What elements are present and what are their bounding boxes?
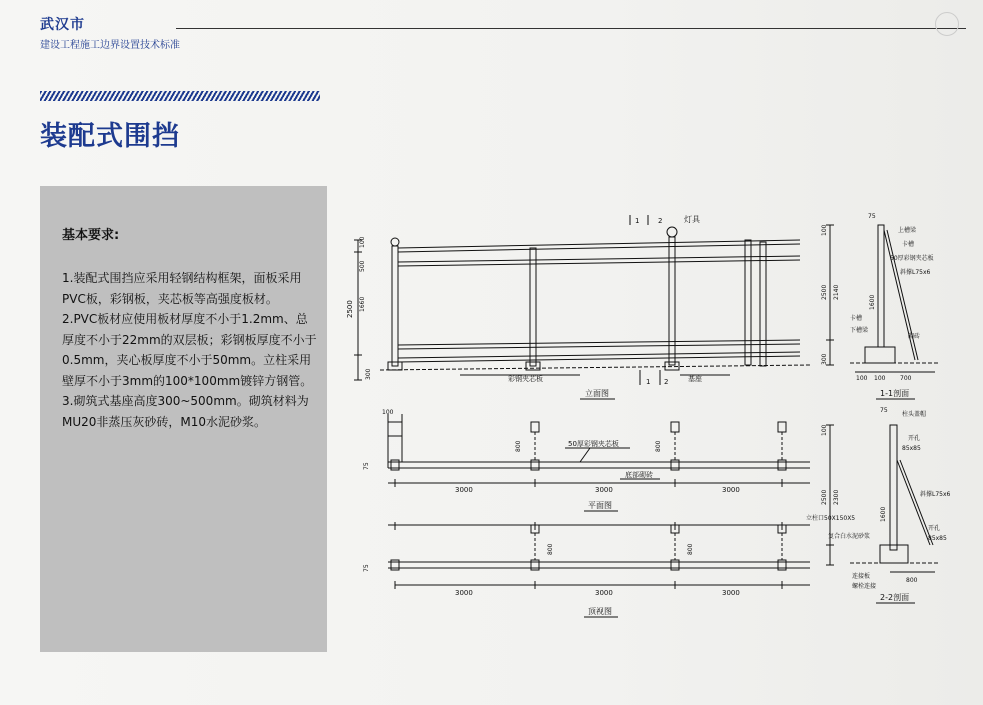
- top-view-drawing: [363, 522, 810, 617]
- section-2-2-caption: 2-2剖面: [880, 593, 910, 602]
- plan-caption: 平面图: [588, 501, 612, 510]
- brick-label: 底部砌砖: [625, 471, 653, 479]
- span-label: 3000: [595, 589, 613, 597]
- elevation-caption: 立面图: [585, 389, 609, 398]
- span-label: 3000: [722, 486, 740, 494]
- dim-label: 100: [382, 409, 394, 416]
- callout-label: 斜撑L75x6: [920, 491, 951, 498]
- callout-label: 下槽梁: [850, 327, 869, 334]
- callout-label: 连接板: [852, 573, 871, 580]
- dim-label: 1660: [359, 296, 366, 312]
- requirements-list: [62, 268, 317, 432]
- dim-label: 75: [363, 564, 370, 572]
- dim-label: 100: [359, 236, 366, 248]
- callout-label: 斜撑L75x6: [900, 269, 931, 276]
- section-mark: 1: [646, 378, 651, 386]
- dim-label: 1600: [869, 294, 876, 310]
- dim-label: 300: [365, 368, 372, 380]
- span-label: 3000: [595, 486, 613, 494]
- requirement-item: 2.PVC板材应使用板材厚度不小于1.2mm、总厚度不小于22mm的双层板；彩钢板厚度不小于0.5mm，夹心板厚度不小于50mm。立柱采用壁厚不小于3mm的100*100mm镀锌方钢管。: [62, 312, 317, 388]
- plan-drawing: [363, 409, 810, 511]
- requirement-item: 3.砌筑式基座高度300~500mm。砌筑材料为MU20非蒸压灰砂砖，M10水泥砂浆。: [62, 394, 309, 429]
- callout-label: 复合白水泥砂浆: [828, 533, 871, 540]
- header-city: 武汉市: [40, 17, 85, 33]
- elevation-drawing: [346, 214, 810, 399]
- dim-label: 75: [363, 462, 370, 470]
- span-label: 3000: [722, 589, 740, 597]
- dim-label: 800: [655, 440, 662, 452]
- callout-label: 上槽梁: [898, 227, 917, 234]
- callout-label: 砌砖: [908, 333, 921, 340]
- requirements-heading: 基本要求:: [62, 228, 120, 243]
- dim-label: 300: [821, 353, 828, 365]
- callout-label: 卡槽: [902, 241, 915, 248]
- section-2-2-drawing: [806, 407, 951, 603]
- dim-label: 2140: [833, 284, 840, 300]
- requirement-item: 1.装配式围挡应采用轻钢结构框架，面板采用PVC板，彩钢板，夹芯板等高强度板材。: [62, 271, 302, 306]
- plan-panel-label: 50厚彩钢夹芯板: [568, 440, 619, 448]
- base-label: 基座: [688, 375, 702, 383]
- dim-label: 700: [900, 375, 912, 382]
- dim-label: 100: [874, 375, 886, 382]
- dim-label: 800: [547, 543, 554, 555]
- dim-label: 75: [880, 407, 888, 414]
- binder-hole: [935, 12, 959, 36]
- callout-label: 85x85: [902, 445, 921, 452]
- panel-label: 彩钢夹芯板: [508, 375, 543, 383]
- callout-label: 开孔: [908, 435, 921, 442]
- dim-label: 2500: [821, 284, 828, 300]
- dim-label: 500: [359, 260, 366, 272]
- header-rule: [176, 28, 966, 29]
- dim-label: 100: [821, 224, 828, 236]
- dim-label: 2300: [833, 489, 840, 505]
- dim-label: 2500: [821, 489, 828, 505]
- dim-label: 800: [515, 440, 522, 452]
- callout-label: 85x85: [928, 535, 947, 542]
- section-mark: 1: [635, 217, 640, 225]
- dim-label: 1600: [880, 506, 887, 522]
- dim-label: 2500: [346, 300, 354, 318]
- header-subtitle: 建设工程施工边界设置技术标准: [40, 40, 180, 51]
- section-1-1-caption: 1-1剖面: [880, 389, 910, 398]
- dim-label: 800: [906, 577, 918, 584]
- technical-drawings: [340, 200, 970, 620]
- callout-label: 立柱口50X150X5: [806, 515, 856, 522]
- callout-label: 开孔: [928, 525, 941, 532]
- section-mark: 2: [664, 378, 669, 386]
- dim-label: 100: [856, 375, 868, 382]
- dim-label: 75: [868, 213, 876, 220]
- requirements-panel: [40, 186, 327, 652]
- top-view-caption: 顶视图: [588, 607, 612, 616]
- callout-label: 柱头盖帽: [902, 411, 927, 418]
- section-1-1-drawing: [821, 213, 940, 399]
- lamp-label: 灯具: [684, 215, 700, 224]
- callout-label: 50厚彩钢夹芯板: [890, 255, 934, 262]
- span-label: 3000: [455, 486, 473, 494]
- page-title: 装配式围挡: [40, 121, 180, 152]
- callout-label: 螺栓连接: [852, 583, 877, 590]
- dim-label: 800: [687, 543, 694, 555]
- callout-label: 卡槽: [850, 315, 863, 322]
- hatched-divider: [40, 91, 320, 101]
- section-mark: 2: [658, 217, 663, 225]
- span-label: 3000: [455, 589, 473, 597]
- dim-label: 100: [821, 424, 828, 436]
